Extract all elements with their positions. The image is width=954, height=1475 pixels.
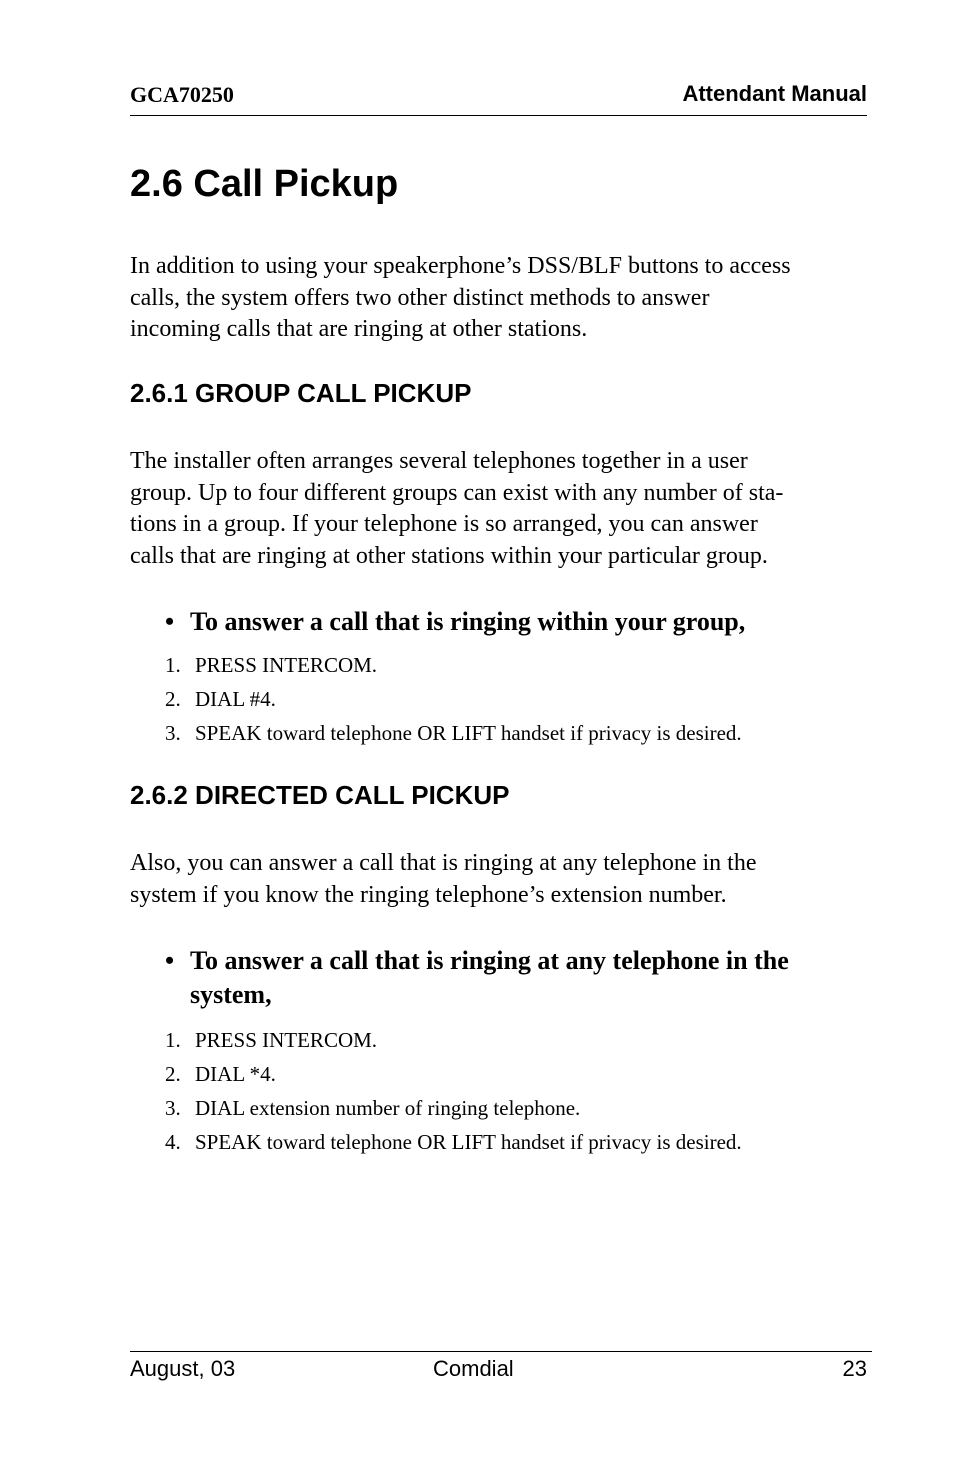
step-number: 3. [165,1096,181,1120]
step-item [165,688,742,722]
step-item [165,1029,742,1063]
group-pickup-bullet [165,605,865,639]
directed-pickup-paragraph [130,848,870,911]
header-doc-id: GCA70250 [130,82,234,107]
intro-paragraph [130,251,870,346]
subsection-title-group-pickup: 2.6.1 GROUP CALL PICKUP [130,378,472,408]
bullet-text [190,944,865,1012]
bullet-line: system, [190,980,272,1009]
step-text: DIAL #4. [195,687,276,711]
step-text: DIAL *4. [195,1062,276,1086]
bullet-line: To answer a call that is ringing within your group, [190,607,746,636]
body-line: calls that are ringing at other stations within your particular group. [130,542,768,569]
bullet-dot: • [165,946,175,975]
directed-pickup-steps [165,1029,742,1165]
step-item [165,654,742,688]
step-item [165,1063,742,1097]
intro-line: calls, the system offers two other distinct methods to answer [130,284,710,311]
step-text: PRESS INTERCOM. [195,1028,378,1052]
group-pickup-steps [165,654,742,756]
step-number: 2. [165,687,181,711]
step-text: SPEAK toward telephone OR LIFT handset if privacy is desired. [195,721,742,745]
step-item [165,722,742,756]
header-rule [130,115,867,116]
step-item [165,1097,742,1131]
bullet-dot: • [165,607,175,636]
header-manual-title: Attendant Manual [682,81,867,106]
body-line: tions in a group. If your telephone is so arranged, you can answer [130,511,758,537]
step-text: SPEAK toward telephone OR LIFT handset if privacy is desired. [195,1130,742,1154]
footer-date: August, 03 [130,1356,236,1381]
group-pickup-paragraph [130,446,870,572]
body-line: group. Up to four different groups can exist with any number of sta- [130,479,784,506]
subsection-title-directed-pickup: 2.6.2 DIRECTED CALL PICKUP [130,780,510,810]
section-title: 2.6 Call Pickup [130,163,399,205]
bullet-line: To answer a call that is ringing at any telephone in the [190,946,789,975]
body-line: The installer often arranges several telephones together in a user [130,448,748,474]
footer-page-number: 23 [842,1356,867,1381]
intro-line: In addition to using your speakerphone’s DSS/BLF buttons to access [130,253,791,279]
footer-company: Comdial [433,1356,514,1381]
step-number: 1. [165,1028,181,1052]
body-line: system if you know the ringing telephone’s extension number. [130,881,727,908]
bullet-text [190,605,865,639]
footer-rule [130,1351,872,1352]
step-number: 3. [165,721,181,745]
step-number: 2. [165,1062,181,1086]
step-text: DIAL extension number of ringing telephone. [195,1096,581,1120]
step-number: 1. [165,653,181,677]
step-text: PRESS INTERCOM. [195,653,378,677]
body-line: Also, you can answer a call that is ringing at any telephone in the [130,850,757,876]
step-item [165,1131,742,1165]
intro-line: incoming calls that are ringing at other stations. [130,316,588,342]
directed-pickup-bullet [165,944,865,1012]
step-number: 4. [165,1130,181,1154]
